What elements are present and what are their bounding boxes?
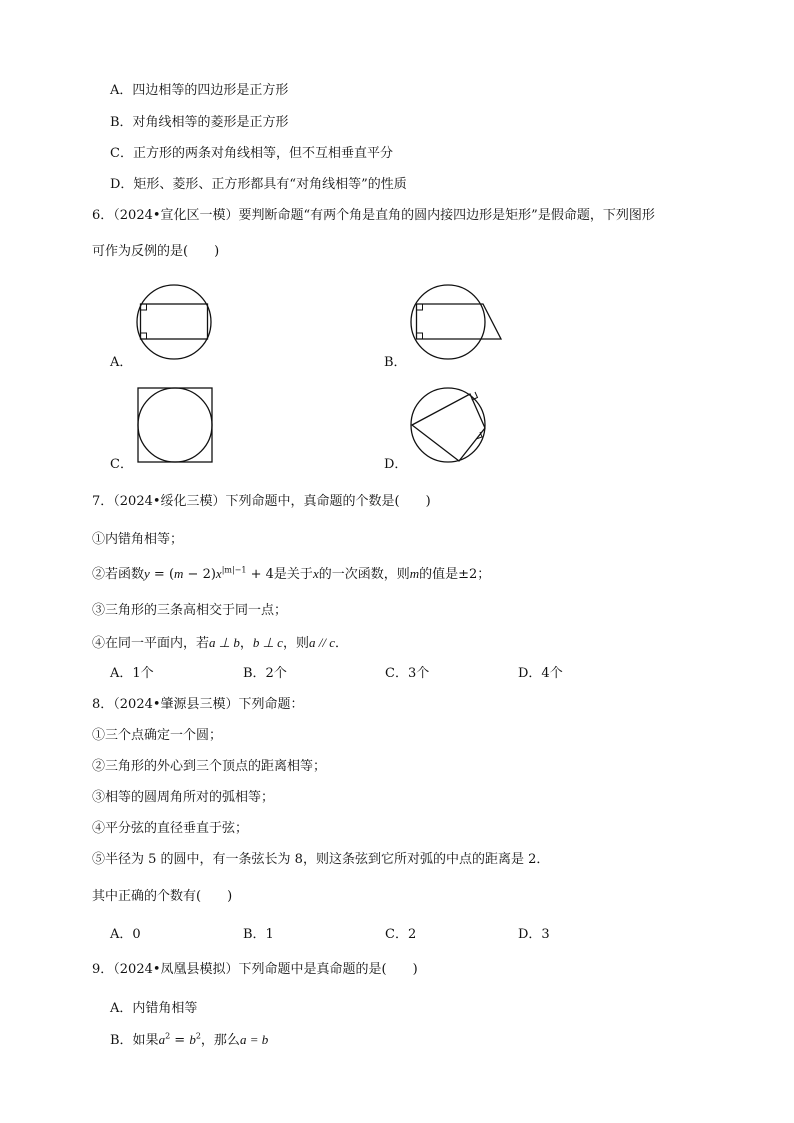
q8-option-b: B．1 [243, 927, 274, 942]
q9-stem: 9．（2024•凤凰县模拟）下列命题中是真命题的是( ) [92, 962, 418, 977]
q7-statement-3: ③三角形的三条高相交于同一点； [92, 603, 288, 618]
q6-figure-b [410, 284, 505, 364]
q7-statement-2: ②若函数$y = (m - 2)x^{|m|-1} + 4$是关于x的一次函数，则m的值是±2； [92, 565, 491, 582]
q7-statement-1: ①内错角相等； [92, 532, 184, 547]
q7-option-b: B．2个 [243, 666, 287, 681]
q6-figure-c [136, 387, 216, 467]
q7-option-c: C．3个 [385, 666, 430, 681]
q8-option-c: C．2 [385, 927, 417, 942]
q8-stem: 8．（2024•肇源县三模）下列命题： [92, 697, 304, 712]
q8-statement-5: ⑤半径为 5 的圆中，有一条弦长为 8，则这条弦到它所对弧的中点的距离是 2． [92, 852, 550, 867]
q5-option-c: C．正方形的两条对角线相等，但不互相垂直平分 [110, 146, 393, 161]
q8-statement-4: ④平分弦的直径垂直于弦； [92, 821, 249, 836]
q7-statement-4: ④在同一平面内，若a ⊥ b，b ⊥ c，则a // c． [92, 635, 348, 651]
q8-statement-2: ②三角形的外心到三个顶点的距离相等； [92, 759, 327, 774]
q6-figure-d [410, 387, 490, 467]
q5-option-a: A．四边相等的四边形是正方形 [110, 83, 289, 98]
q7-option-a: A．1个 [110, 666, 154, 681]
q6-label-a: A． [110, 355, 133, 370]
q6-stem-line1: 6．（2024•宣化区一模）要判断命题“有两个角是直角的圆内接四边形是矩形”是假命题，下列图形 [92, 208, 655, 223]
q6-label-b: B． [384, 355, 407, 370]
q5-option-b: B．对角线相等的菱形是正方形 [110, 115, 289, 130]
q9-option-b: B．如果$a^2 = b^2$，那么a = b [110, 1031, 269, 1048]
q8-question: 其中正确的个数有( ) [92, 889, 233, 904]
q7-option-d: D．4个 [518, 666, 563, 681]
q6-label-d: D． [384, 457, 408, 472]
q8-statement-3: ③相等的圆周角所对的弧相等； [92, 790, 275, 805]
q6-stem-line2: 可作为反例的是( ) [92, 244, 220, 259]
q7-stem: 7．（2024•绥化三模）下列命题中，真命题的个数是( ) [92, 494, 431, 509]
q5-option-d: D．矩形、菱形、正方形都具有“对角线相等”的性质 [110, 177, 407, 192]
q6-figure-a [136, 284, 216, 364]
q8-option-d: D．3 [518, 927, 550, 942]
q8-statement-1: ①三个点确定一个圆； [92, 728, 223, 743]
q9-option-a: A．内错角相等 [110, 1001, 198, 1016]
q6-label-c: C． [110, 457, 133, 472]
q8-option-a: A．0 [110, 927, 141, 942]
